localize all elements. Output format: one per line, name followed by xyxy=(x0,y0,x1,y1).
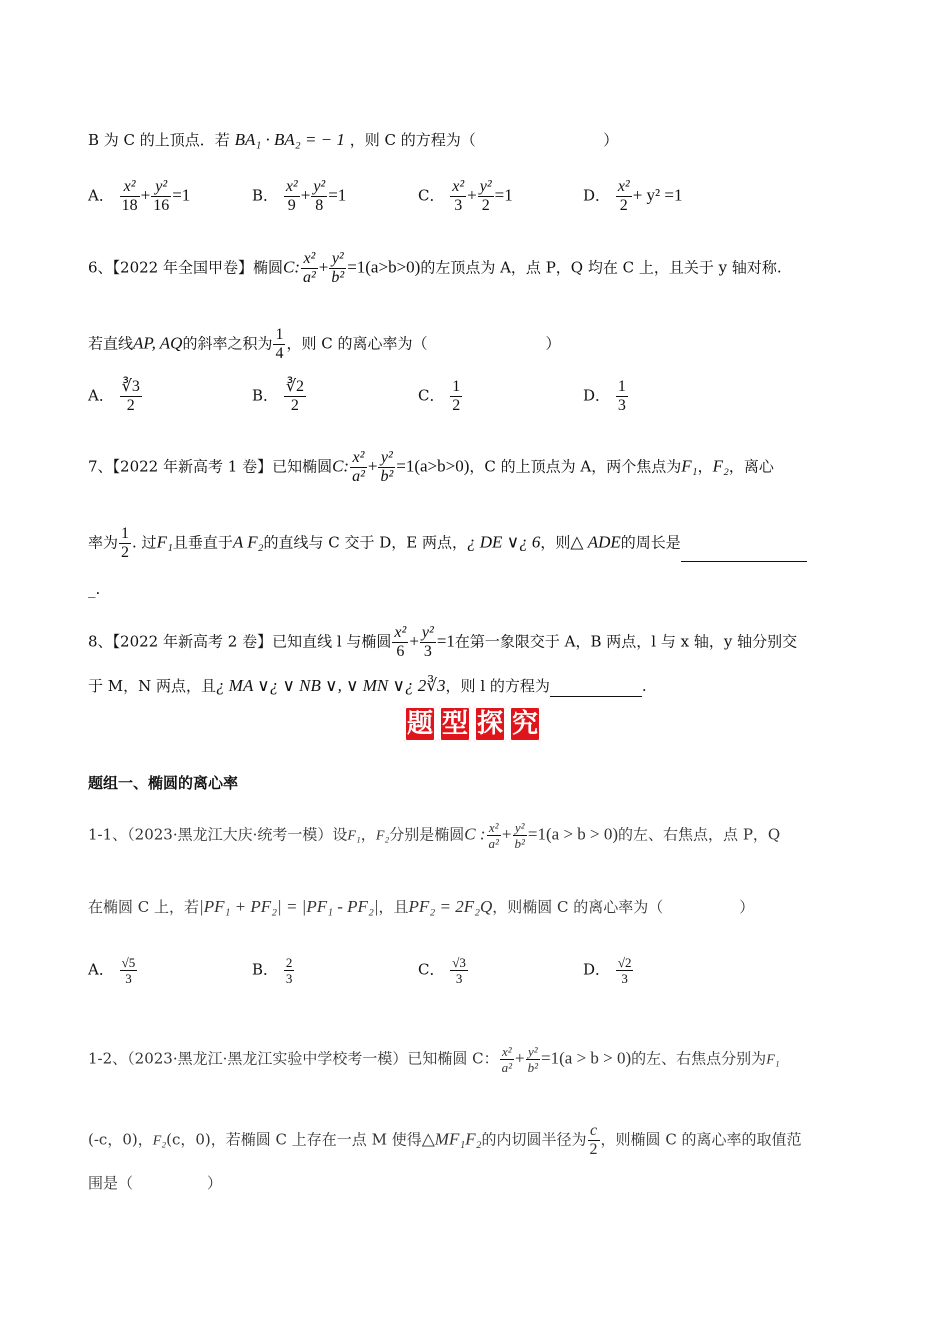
q8-stem-line1: 8、【2022 年新高考 2 卷】已知直线 l 与椭圆 $\frac{\text{x²}}{6}$ + $\frac{\text{y²}}{3}$ =1在第一象限交于 A，B 两点，l 与 x 轴，y 轴分别交 xyxy=(88,624,798,660)
q6-option-b[interactable] xyxy=(252,378,307,415)
fraction: $\frac{\text{x²}}{2}$ xyxy=(617,178,630,214)
fraction: $\frac{∛3}{2}$ xyxy=(121,378,140,414)
answer-blank[interactable] xyxy=(550,696,642,697)
answer-blank[interactable] xyxy=(681,561,807,562)
fraction: $\frac{1}{3}$ xyxy=(617,378,626,414)
q6-equation: =1(a>b>0) xyxy=(347,257,421,277)
q7-line3: _. xyxy=(88,580,101,598)
fraction: $\frac{\text{y²}}{\text{b²}}$ xyxy=(380,449,394,485)
q6-text-a: 若直线 xyxy=(88,334,134,353)
q6-option-a[interactable] xyxy=(88,378,143,415)
q7-focus-1: F₁ xyxy=(681,456,698,476)
group-heading: 题组一、椭圆的离心率 xyxy=(88,774,239,792)
q6-text: 的左顶点为 A，点 P，Q 均在 C 上，且关于 y 轴对称. xyxy=(420,258,782,277)
fraction: $\frac{\text{x²}}{18}$ xyxy=(121,178,138,214)
fraction: $\frac{\text{x²}}{6}$ xyxy=(394,624,407,660)
q6-prefix: 6、【2022 年全国甲卷】椭圆 xyxy=(88,258,283,277)
fraction: $\frac{\text{x²}}{3}$ xyxy=(452,178,465,214)
q6-stem-line1: 6、【2022 年全国甲卷】椭圆C: $\frac{\text{x²}}{\text{a²}}$ + $\frac{\text{y²}}{\text{b²}}$ =1(a>b>0)的左顶点为 A，点 P，Q 均在 C 上，且关于 y 轴对称. xyxy=(88,250,782,286)
q1-2-stem-line1: 1-2、（2023·黑龙江·黑龙江实验中学校考一模）已知椭圆 C： $\frac{\text{x²}}{\text{a²}}$ + $\frac{\text{y²}}{\text{b²}}$ =1(a > b > 0)的左、右焦点分别为F₁ xyxy=(88,1044,780,1075)
q5-vector-expr: BA₁ · BA₂ = − 1 xyxy=(234,130,345,149)
option-letter: C． xyxy=(418,386,445,405)
q1-1-option-a[interactable] xyxy=(88,955,138,986)
fraction: $\frac{√5}{3}$ xyxy=(121,955,136,986)
q1-1-focus-2: F₂ xyxy=(375,828,390,844)
option-letter: A． xyxy=(88,386,114,405)
fraction: $\frac{\text{y²}}{8}$ xyxy=(313,178,326,214)
fraction: $\frac{2}{3}$ xyxy=(285,955,293,986)
q6-paren-close: ） xyxy=(545,334,561,353)
option-letter: B． xyxy=(252,960,279,979)
banner-char: 题 xyxy=(404,706,436,742)
q7-segment-af2: A F₂ xyxy=(232,532,264,552)
q6-text-c: ，则 C 的离心率为（ xyxy=(286,334,428,353)
q6-option-d[interactable] xyxy=(583,378,629,415)
q5-paren-close: ） xyxy=(603,131,619,149)
option-letter: A． xyxy=(88,186,114,205)
fraction: $\frac{√3}{3}$ xyxy=(452,955,466,986)
fraction: $\frac{\text{y²}}{2}$ xyxy=(479,178,492,214)
banner-char: 探 xyxy=(474,706,506,742)
q6-text-b: 的斜率之积为 xyxy=(182,334,273,353)
fraction: $\frac{1}{2}$ xyxy=(452,378,461,414)
fraction: $\frac{∛2}{2}$ xyxy=(285,378,305,414)
q5-text-b: ，则 C 的方程为（ xyxy=(349,131,476,149)
q7-text: ，C 的上顶点为 A，两个焦点为 xyxy=(469,457,682,476)
fraction: $\frac{1}{4}$ xyxy=(275,326,284,362)
q7-stem-line1: 7、【2022 年新高考 1 卷】已知椭圆C: $\frac{\text{x²}}{\text{a²}}$ + $\frac{\text{y²}}{\text{b²}}$ =1(a>b>0)，C 的上顶点为 A，两个焦点为F₁，F₂，离心 xyxy=(88,449,774,485)
fraction: $\frac{\text{y²}}{\text{b²}}$ xyxy=(527,1044,539,1075)
q7-stem-line2: 率为 $\frac{1}{2}$ . 过F₁且垂直于A F₂的直线与 C 交于 D，E 两点，¿ DE ∨¿ 6，则△ ADE的周长是 xyxy=(88,525,807,562)
q1-1-vector-expr: PF₂ = 2F₂Q xyxy=(408,897,493,916)
q5-option-a[interactable]: A． $\frac{\text{x²}}{18}$ + $\frac{\text{y²}}{16}$ =1 xyxy=(88,178,191,214)
q1-2-stem-line2: (-c，0)，F₂(c，0)，若椭圆 C 上存在一点 M 使得△MF₁F₂的内切圆半径为 $\frac{c}{2}$ ，则椭圆 C 的离心率的取值范 xyxy=(88,1122,802,1158)
q1-1-option-b[interactable] xyxy=(252,955,295,986)
fraction: $\frac{\text{y²}}{\text{b²}}$ xyxy=(331,250,345,286)
q7-prefix: 7、【2022 年新高考 1 卷】已知椭圆 xyxy=(88,457,333,476)
option-letter: C． xyxy=(418,960,445,979)
option-letter: D． xyxy=(583,960,611,979)
q1-1-stem-line2: 在椭圆 C 上，若|PF₁ + PF₂| = |PF₁ - PF₂|，且PF₂ = 2F₂Q，则椭圆 C 的离心率为（ ） xyxy=(88,897,755,916)
q5-stem xyxy=(88,129,618,151)
q1-1-option-d[interactable] xyxy=(583,955,634,986)
fraction: $\frac{1}{2}$ xyxy=(121,525,130,561)
section-banner xyxy=(404,706,541,742)
q7-ellipse-label: C: xyxy=(332,456,350,476)
fraction: $\frac{\text{x²}}{\text{a²}}$ xyxy=(352,449,365,485)
q7-focus-1: F₁ xyxy=(156,532,173,552)
q1-2-stem-line3: 围是（ ） xyxy=(88,1174,223,1192)
q6-stem-line2 xyxy=(88,326,561,363)
q7-triangle: △ ADE xyxy=(570,532,621,552)
q5-text-a: B 为 C 的上顶点．若 xyxy=(88,131,230,149)
banner-char: 究 xyxy=(509,706,541,742)
fraction: $\frac{\text{x²}}{\text{a²}}$ xyxy=(501,1044,513,1075)
option-letter: D． xyxy=(583,186,611,205)
q6-lines: AP, AQ xyxy=(133,333,183,353)
fraction: $\frac{\text{y²}}{16}$ xyxy=(153,178,170,214)
fraction: $\frac{\text{x²}}{\text{a²}}$ xyxy=(488,820,499,851)
q1-1-stem-line1: 1-1、（2023·黑龙江大庆·统考一模）设F₁，F₂分别是椭圆C : $\frac{\text{x²}}{\text{a²}}$ + $\frac{\text{y²}}{\text{b²}}$ =1(a > b > 0)的左、右焦点，点 P，Q xyxy=(88,820,781,851)
q1-1-abs-expr: |PF₁ + PF₂| = |PF₁ - PF₂| xyxy=(199,897,379,916)
fraction: $\frac{c}{2}$ xyxy=(589,1122,598,1158)
banner-char: 型 xyxy=(439,706,471,742)
q1-2-focus-1: F₁ xyxy=(766,1052,780,1068)
q1-2-focus-2: F₂ xyxy=(152,1133,167,1149)
fraction: $\frac{\text{x²}}{9}$ xyxy=(285,178,298,214)
q6-option-c[interactable] xyxy=(418,378,463,415)
q6-ellipse-label: C: xyxy=(283,257,300,277)
q5-option-d[interactable]: D． $\frac{\text{x²}}{2}$ + y² =1 xyxy=(583,178,683,214)
fraction: $\frac{\text{x²}}{\text{a²}}$ xyxy=(303,250,316,286)
q8-abs-expr: ¿ MA ∨¿ ∨ NB ∨, ∨ MN ∨¿ 2∛3 xyxy=(216,676,446,695)
q8-stem-line2: 于 M，N 两点，且¿ MA ∨¿ ∨ NB ∨, ∨ MN ∨¿ 2∛3，则 l 的方程为 . xyxy=(88,676,647,695)
option-letter: B． xyxy=(252,386,279,405)
option-letter: D． xyxy=(583,386,611,405)
q1-1-focus-1: F₁ xyxy=(347,828,361,844)
option-letter: C． xyxy=(418,186,445,205)
q5-option-b[interactable]: B． $\frac{\text{x²}}{9}$ + $\frac{\text{y²}}{8}$ =1 xyxy=(252,178,347,214)
q7-de-expr: ¿ DE ∨¿ 6 xyxy=(467,532,541,552)
fraction: $\frac{\text{y²}}{\text{b²}}$ xyxy=(514,820,525,851)
option-letter: A． xyxy=(88,960,114,979)
fraction: $\frac{\text{y²}}{3}$ xyxy=(421,624,434,660)
q1-1-option-c[interactable] xyxy=(418,955,469,986)
fraction: $\frac{√2}{3}$ xyxy=(617,955,632,986)
q7-text-b: ，离心 xyxy=(728,457,774,476)
q7-focus-2: F₂ xyxy=(712,456,729,476)
option-letter: B． xyxy=(252,186,279,205)
q7-equation: =1(a>b>0) xyxy=(396,456,470,476)
q1-2-triangle: △MF₁F₂ xyxy=(421,1129,482,1149)
q7-stem-line3 xyxy=(88,578,100,600)
q5-option-c[interactable]: C． $\frac{\text{x²}}{3}$ + $\frac{\text{y²}}{2}$ =1 xyxy=(418,178,513,214)
